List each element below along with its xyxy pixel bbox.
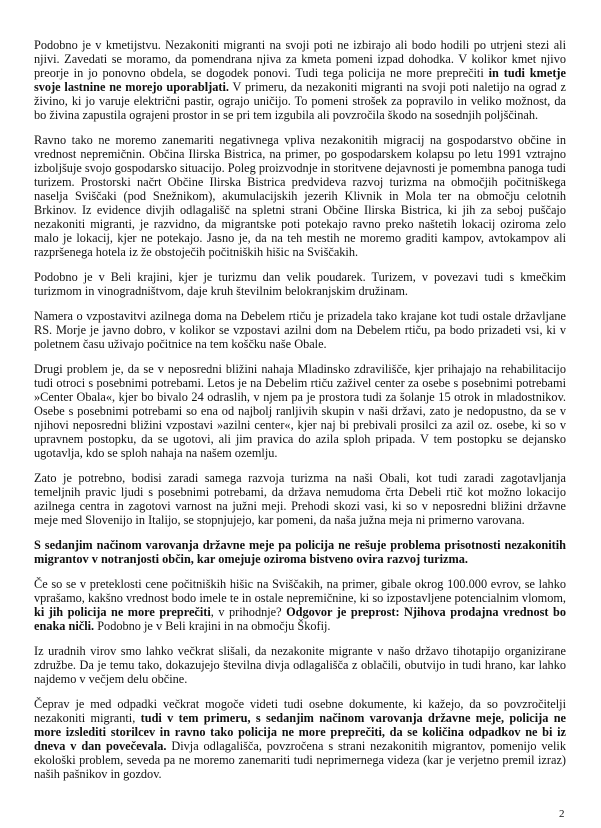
paragraph-1 [34,38,566,122]
bold-text-segment: tudi v tem primeru, s sedanjim načinom varovanja državne meje, policija ne more izslediti storilcev in ravno tako policija ne more preprečiti, da se količina odpadkov ne bi iz dneva v dan povečevala. [34,711,566,753]
bold-text-segment: in tudi kmetje svoje lastnine ne morejo uporabljati. [34,66,566,94]
text-segment: Če so se v preteklosti cene počitniških hišic na Sviščakih, na primer, gibale okrog 100.000 evrov, se lahko vprašamo, kakšno vrednost bodo imele te in ostale nepremičnine, ki so izpostavljene potencialnim vlomom, [34,577,566,605]
paragraph-9 [34,644,566,686]
bold-text-segment: Odgovor je preprost: Njihova prodajna vrednost bo enaka ničli. [34,605,566,633]
page-number: 2 [559,808,565,820]
text-segment: Drugi problem je, da se v neposredni bližini nahaja Mladinsko zdravilišče, kjer prihajajo na rehabilitacijo tudi otroci s posebnimi potrebami. Letos je na Debelim rtiču zaživel center za osebe s posebnimi potrebami »Center Obala«, kjer bo bivalo 24 odraslih, v njem pa je prostora tudi za šolanje 15 otrok in mladostnikov. Osebe s posebnimi potrebami so ena od najbolj ranljivih skupin v naši državi, zato je nedopustno, da se v njihovi neposredni bližini vzpostavi »azilni center«, kjer naj bi prebivali prosilci za azil oz. osebe, ki so v upravnem postopku, da se ugotovi, ali jim pravica do azila sploh pripada. V tem postopku se dejansko ugotavlja, kdo se sploh nahaja na našem ozemlju. [34,362,566,460]
paragraph-4 [34,309,566,351]
text-segment: Namera o vzpostavitvi azilnega doma na Debelem rtiču je prizadela tako krajane kot tudi ostale državljane RS. Morje je javno dobro, v kolikor se vzpostavi azilni dom na Debelem rtiču, pa bodo prizadeti vsi, ki v poletnem času uživajo počitnice na tem koščku naše Obale. [34,309,566,351]
paragraph-2 [34,133,566,259]
text-segment: Podobno je v Beli krajini in na območju Škofij. [94,619,331,633]
text-segment: Ravno tako ne moremo zanemariti negativnega vpliva nezakonitih migracij na gospodarstvo občine in vrednost nepremičnin. Občina Ilirska Bistrica, na primer, po gospodarskem kolapsu po letu 1991 vztrajno izboljšuje svojo gospodarsko situacijo. Poleg proizvodnje in storitvene dejavnosti je pomembna panoga tudi turizem. Prostorski načrt Občine Ilirska Bistrica predvideva razvoj turizma na območjih počitniškega naselja Sviščaki (pod Snežnikom), akumulacijskih jezerih Klivnik in Mola ter na območju celotnih Brkinov. Iz evidence divjih odlagališč na spletni strani Občine Ilirska Bistrica, ki jih za seboj puščajo nezakoniti migranti, je razvidno, da migrantske poti potekajo ravno preko naštetih lokacij oziroma zelo malo je lokacij, kjer ne potekajo. Jasno je, da na teh mestih ne moremo graditi kampov, avtokampov ali razpršenega hotela iz že obstoječih počitniških hišic na Sviščakih. [34,133,566,259]
text-segment: Iz uradnih virov smo lahko večkrat slišali, da nezakonite migrante v našo državo tihotapijo organizirane združbe. Da je temu tako, dokazujejo številna divja odlagališča z oblačili, obutvijo in tudi hrano, kar lahko najdemo v večjem delu občine. [34,644,566,686]
paragraph-3 [34,270,566,298]
text-segment: Čeprav je med odpadki večkrat mogoče videti tudi osebne dokumente, ki kažejo, da so povzročitelji nezakoniti migranti, [34,697,566,725]
document-page [34,38,566,792]
bold-text-segment: ki jih policija ne more preprečiti [34,605,211,619]
text-segment: Divja odlagališča, povzročena s strani nezakonitih migrantov, pomenijo velik ekološki problem, seveda pa ne moremo zanemariti tudi neprimernega videza (kar je verjetno premil izraz) naših pašnikov in gozdov. [34,739,566,781]
paragraph-8 [34,577,566,633]
bold-text-segment: S sedanjim načinom varovanja državne meje pa policija ne rešuje problema prisotnosti nezakonitih migrantov v notranjosti občin, kar omejuje oziroma bistveno ovira razvoj turizma. [34,538,566,566]
text-segment: Podobno je v Beli krajini, kjer je turizmu dan velik poudarek. Turizem, v povezavi tudi s kmečkim turizmom in vinogradništvom, daje kruh številnim belokranjskim družinam. [34,270,566,298]
paragraph-5 [34,362,566,460]
text-segment: Zato je potrebno, bodisi zaradi samega razvoja turizma na naši Obali, kot tudi zaradi zagotavljanja temeljnih pravic ljudi s posebnimi potrebami, da država nemudoma črta Debeli rtič kot možno lokacijo azilnega centra in zagotovi varnost na južni meji. Prehodi skozi vasi, ki so v neposredni bližini državne meje med Slovenijo in Italijo, se stopnjujejo, kar pomeni, da naša južna meja ni primerno varovana. [34,471,566,527]
paragraph-6 [34,471,566,527]
paragraph-7 [34,538,566,566]
text-segment: , v prihodnje? [210,605,287,619]
text-segment: V primeru, da nezakoniti migranti na svoji poti naletijo na ograd z živino, ki jo varuje električni pastir, ograjo uničijo. To pomeni strošek za popravilo in veliko možnost, da bo živina zapustila ograjeni prostor in se pri tem izgubila ali povzročila škodo na sosednjih poljščinah. [34,80,566,122]
paragraph-10 [34,697,566,781]
text-segment: Podobno je v kmetijstvu. Nezakoniti migranti na svoji poti ne izbirajo ali bodo hodili po utrjeni stezi ali njivi. Zavedati se moramo, da pomendrana njiva za kmeta pomeni izpad dohodka. V kolikor kmet njivo preorje in jo ponovno obdela, se dogodek ponovi. Tudi tega policija ne more preprečiti [34,38,566,80]
